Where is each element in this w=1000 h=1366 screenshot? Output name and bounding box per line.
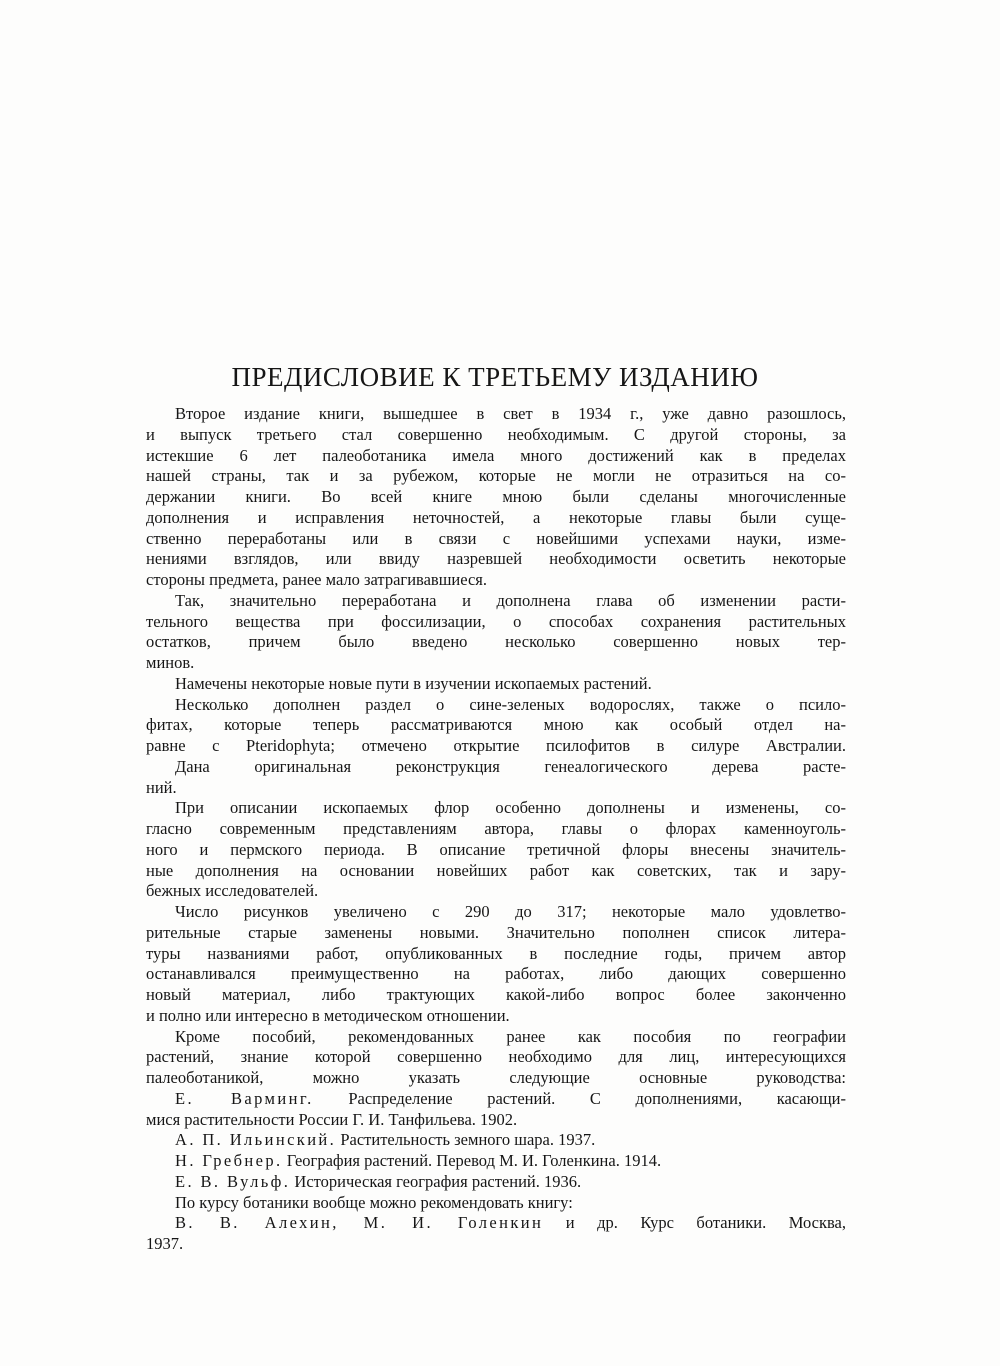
text-line: Несколько дополнен раздел о сине-зеленых водорослях, также о псило- <box>175 694 846 714</box>
text-line: Число рисунков увеличено с 290 до 317; некоторые мало удовлетво- <box>175 902 846 921</box>
text-line: минов. <box>146 653 195 672</box>
reference-author: Е. Варминг. <box>175 1088 314 1108</box>
reference-line <box>146 1193 846 1214</box>
reference-text: Историческая география растений. 1936. <box>290 1171 582 1191</box>
reference-line <box>146 1130 846 1151</box>
text-line: тельного вещества при фоссилизации, о способах сохранения растительных <box>146 611 846 631</box>
text-line: ственно переработаны или в связи с новейшими успехами науки, изме- <box>146 528 846 548</box>
reference-text: Растительность земного шара. 1937. <box>336 1130 596 1150</box>
text-line: нениями взглядов, или ввиду назревшей необходимости осветить некоторые <box>146 549 846 569</box>
reference-author: Е. В. Вульф. <box>175 1171 291 1191</box>
reference-text: и др. Курс ботаники. Москва, <box>543 1213 846 1233</box>
text-line: палеоботаникой, можно указать следующие основные руководства: <box>146 1068 846 1087</box>
text-line: ний. <box>146 777 177 797</box>
text-line: ные дополнения на основании новейших работ как советских, так и зару- <box>146 860 846 880</box>
text-line: фитах, которые теперь рассматриваются мною как особый отдел на- <box>146 715 846 735</box>
reference-author: А. П. Ильинский. <box>175 1130 337 1150</box>
text-line: туры названиями работ, опубликованных в последние годы, причем автор <box>146 943 846 963</box>
reference-line <box>146 1172 846 1193</box>
text-line: и полно или интересно в методическом отношении. <box>146 1005 510 1025</box>
reference-line <box>146 1089 846 1110</box>
page-title: ПРЕДИСЛОВИЕ К ТРЕТЬЕМУ ИЗДАНИЮ <box>231 362 759 392</box>
text-line: новый материал, либо трактующих какой-либо вопрос более законченно <box>146 985 846 1004</box>
text-line: и выпуск третьего стал совершенно необходимым. С другой стороны, за <box>146 424 846 444</box>
reference-line <box>146 1213 846 1234</box>
reference-text: Распределение растений. С дополнениями, касающи- <box>313 1088 846 1108</box>
text-line: остатков, причем было введено несколько совершенно новых тер- <box>146 632 846 652</box>
reference-line <box>146 1110 846 1131</box>
body-text <box>146 404 846 1255</box>
text-line: При описании ископаемых флор особенно дополнены и изменены, со- <box>175 798 846 818</box>
reference-text: По курсу ботаники вообще можно рекомендовать книгу: <box>175 1192 573 1212</box>
text-line: Дана оригинальная реконструкция генеалогического дерева расте- <box>175 756 846 776</box>
text-line: ного и пермского периода. В описание третичной флоры внесены значитель- <box>146 839 846 859</box>
text-line: держании книги. Во всей книге мною были сделаны многочисленные <box>146 487 846 506</box>
text-line: Так, значительно переработана и дополнена глава об изменении расти- <box>175 590 846 610</box>
text-line: бежных исследователей. <box>146 881 319 901</box>
text-line: стороны предмета, ранее мало затрагивавшиеся. <box>146 570 488 589</box>
reference-author: В. В. Алехин, М. И. Голенкин <box>175 1213 544 1233</box>
reference-text: 1937. <box>146 1234 184 1253</box>
reference-text: мися растительности России Г. И. Танфильева. 1902. <box>146 1109 518 1129</box>
reference-line <box>146 1151 846 1172</box>
text-line: истекшие 6 лет палеоботаника имела много достижений как в пределах <box>146 445 846 465</box>
reference-author: Н. Гребнер. <box>175 1151 283 1170</box>
text-line: равне с Pteridophyta; отмечено открытие псилофитов в силуре Австралии. <box>146 736 846 755</box>
reference-line <box>146 1234 846 1255</box>
text-line: останавливался преимущественно на работах, либо дающих совершенно <box>146 964 846 984</box>
text-line: Кроме пособий, рекомендованных ранее как пособия по географии <box>175 1026 846 1046</box>
text-line: Намечены некоторые новые пути в изучении ископаемых растений. <box>175 673 652 693</box>
reference-text: География растений. Перевод М. И. Голенкина. 1914. <box>282 1151 662 1170</box>
text-line: рительные старые заменены новыми. Значительно пополнен список литера- <box>146 922 846 942</box>
text-line: растений, знание которой совершенно необходимо для лиц, интересующихся <box>146 1047 846 1067</box>
text-line: дополнения и исправления неточностей, а некоторые главы были суще- <box>146 507 846 527</box>
text-line: Второе издание книги, вышедшее в свет в 1934 г., уже давно разошлось, <box>175 404 846 423</box>
text-line: гласно современным представлениям автора, главы о флорах каменноуголь- <box>146 819 846 838</box>
text-line: нашей страны, так и за рубежом, которые не могли не отразиться на со- <box>146 466 846 486</box>
